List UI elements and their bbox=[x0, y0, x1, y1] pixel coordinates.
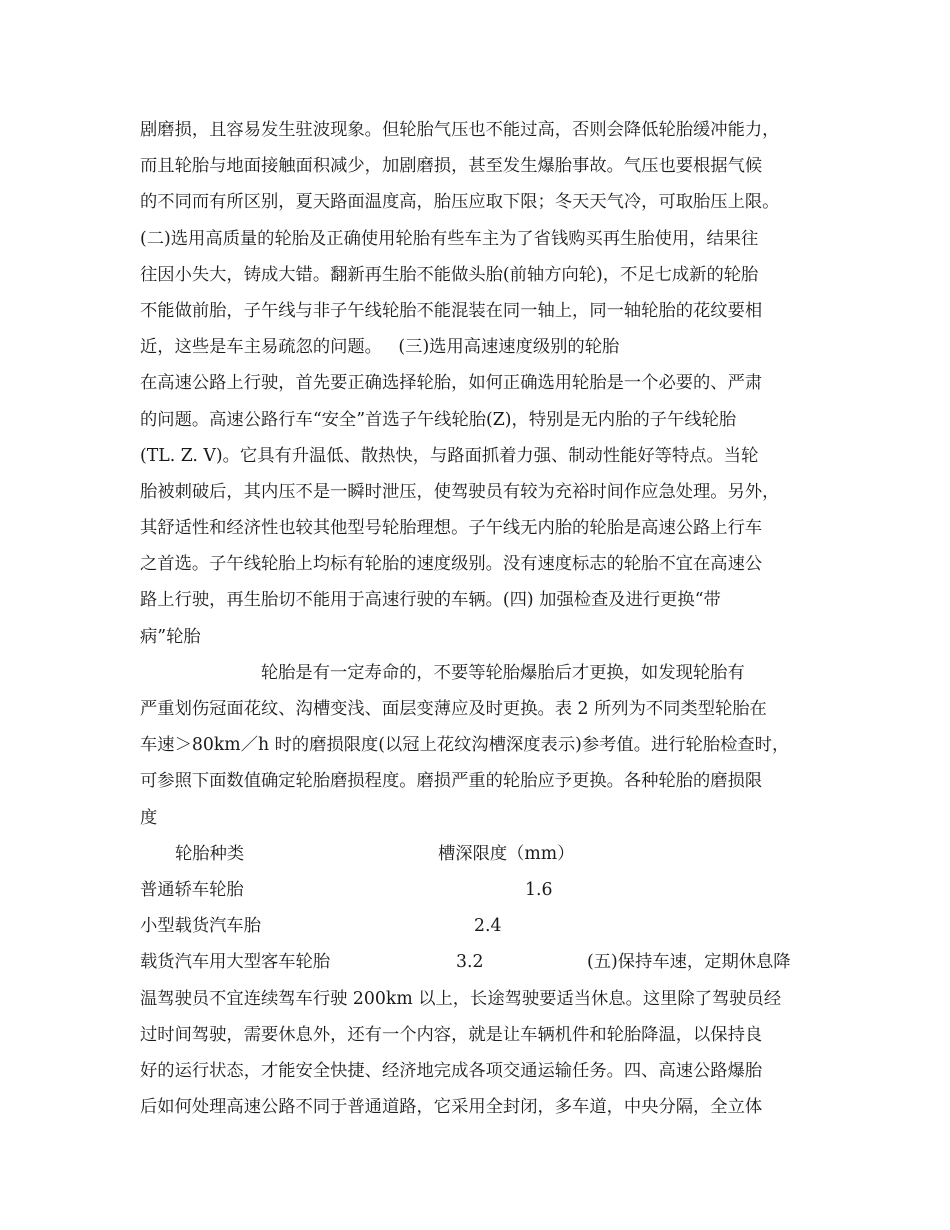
table-cell-depth: 3.2 bbox=[456, 952, 484, 973]
text-line: (TL. Z. V)。它具有升温低、散热快，与路面抓着力强、制动性能好等特点。当轮 bbox=[140, 445, 759, 466]
text-line: 剧磨损，且容易发生驻波现象。但轮胎气压也不能过高，否则会降低轮胎缓冲能力， bbox=[140, 120, 780, 140]
text-line: 度 bbox=[140, 807, 158, 828]
table-header-row bbox=[140, 836, 810, 872]
table-cell-depth: 1.6 bbox=[525, 879, 553, 900]
table-cell-depth: 2.4 bbox=[474, 916, 502, 937]
table-cell-type: 普通轿车轮胎 bbox=[140, 879, 244, 900]
text-line: 可参照下面数值确定轮胎磨损程度。磨损严重的轮胎应予更换。各种轮胎的磨损限 bbox=[140, 771, 763, 792]
text-line: 的问题。高速公路行车“安全”首选子午线轮胎(Z)，特别是无内胎的子午线轮胎 bbox=[140, 409, 737, 430]
text-line: 过时间驾驶，需要休息外，还有一个内容，就是让车辆机件和轮胎降温，以保持良 bbox=[140, 1024, 763, 1045]
table-header-depth: 槽深限度（mm） bbox=[438, 843, 575, 864]
text-line: 路上行驶，再生胎切不能用于高速行驶的车辆。(四) 加强检查及进行更换“带 bbox=[140, 590, 721, 611]
text-line: 严重划伤冠面花纹、沟槽变浅、面层变薄应及时更换。表 2 所列为不同类型轮胎在 bbox=[140, 699, 767, 719]
text-line: 温驾驶员不宜连续驾车行驶 200km 以上，长途驾驶要适当休息。这里除了驾驶员经 bbox=[140, 988, 782, 1009]
text-line: 不能做前胎，子午线与非子午线轮胎不能混装在同一轴上，同一轴轮胎的花纹要相 bbox=[140, 300, 763, 321]
table-row bbox=[140, 944, 810, 980]
text-line: (二)选用高质量的轮胎及正确使用轮胎有些车主为了省钱购买再生胎使用，结果往 bbox=[140, 228, 759, 249]
text-line: 胎被刺破后，其内压不是一瞬时泄压，使驾驶员有较为充裕时间作应急处理。另外， bbox=[140, 481, 780, 502]
body-text bbox=[140, 112, 810, 1125]
table-row bbox=[140, 872, 810, 908]
table-header-type: 轮胎种类 bbox=[175, 843, 245, 864]
text-line: 病”轮胎 bbox=[140, 626, 201, 647]
text-line: 近，这些是车主易疏忽的问题。 (三)选用高速速度级别的轮胎 bbox=[140, 337, 620, 358]
table-row bbox=[140, 908, 810, 944]
text-line: 车速＞80km／h 时的磨损限度(以冠上花纹沟槽深度表示)参考值。进行轮胎检查时， bbox=[140, 735, 790, 756]
text-line: 之首选。子午线轮胎上均标有轮胎的速度级别。没有速度标志的轮胎不宜在高速公 bbox=[140, 554, 763, 575]
text-line: 其舒适性和经济性也较其他型号轮胎理想。子午线无内胎的轮胎是高速公路上行车 bbox=[140, 518, 763, 539]
text-line: 而且轮胎与地面接触面积减少，加剧磨损，甚至发生爆胎事故。气压也要根据气候 bbox=[140, 156, 763, 177]
text-line: 后如何处理高速公路不同于普通道路，它采用全封闭，多车道，中央分隔，全立体 bbox=[140, 1097, 763, 1118]
text-line: 往因小失大，铸成大错。翻新再生胎不能做头胎(前轴方向轮)，不足七成新的轮胎 bbox=[140, 264, 759, 285]
text-line: 在高速公路上行驶，首先要正确选择轮胎，如何正确选用轮胎是一个必要的、严肃 bbox=[140, 373, 763, 394]
text-line: 好的运行状态，才能安全快捷、经济地完成各项交通运输任务。四、高速公路爆胎 bbox=[140, 1060, 763, 1081]
table-cell-type: 载货汽车用大型客车轮胎 bbox=[140, 952, 331, 973]
table-cell-type: 小型载货汽车胎 bbox=[140, 916, 261, 937]
section-heading-inline: (五)保持车速，定期休息降 bbox=[587, 952, 791, 973]
text-line: 轮胎是有一定寿命的，不要等轮胎爆胎后才更换，如发现轮胎有 bbox=[140, 662, 745, 683]
text-line: 的不同而有所区别，夏天路面温度高，胎压应取下限；冬天天气冷，可取胎压上限。 bbox=[140, 192, 780, 213]
